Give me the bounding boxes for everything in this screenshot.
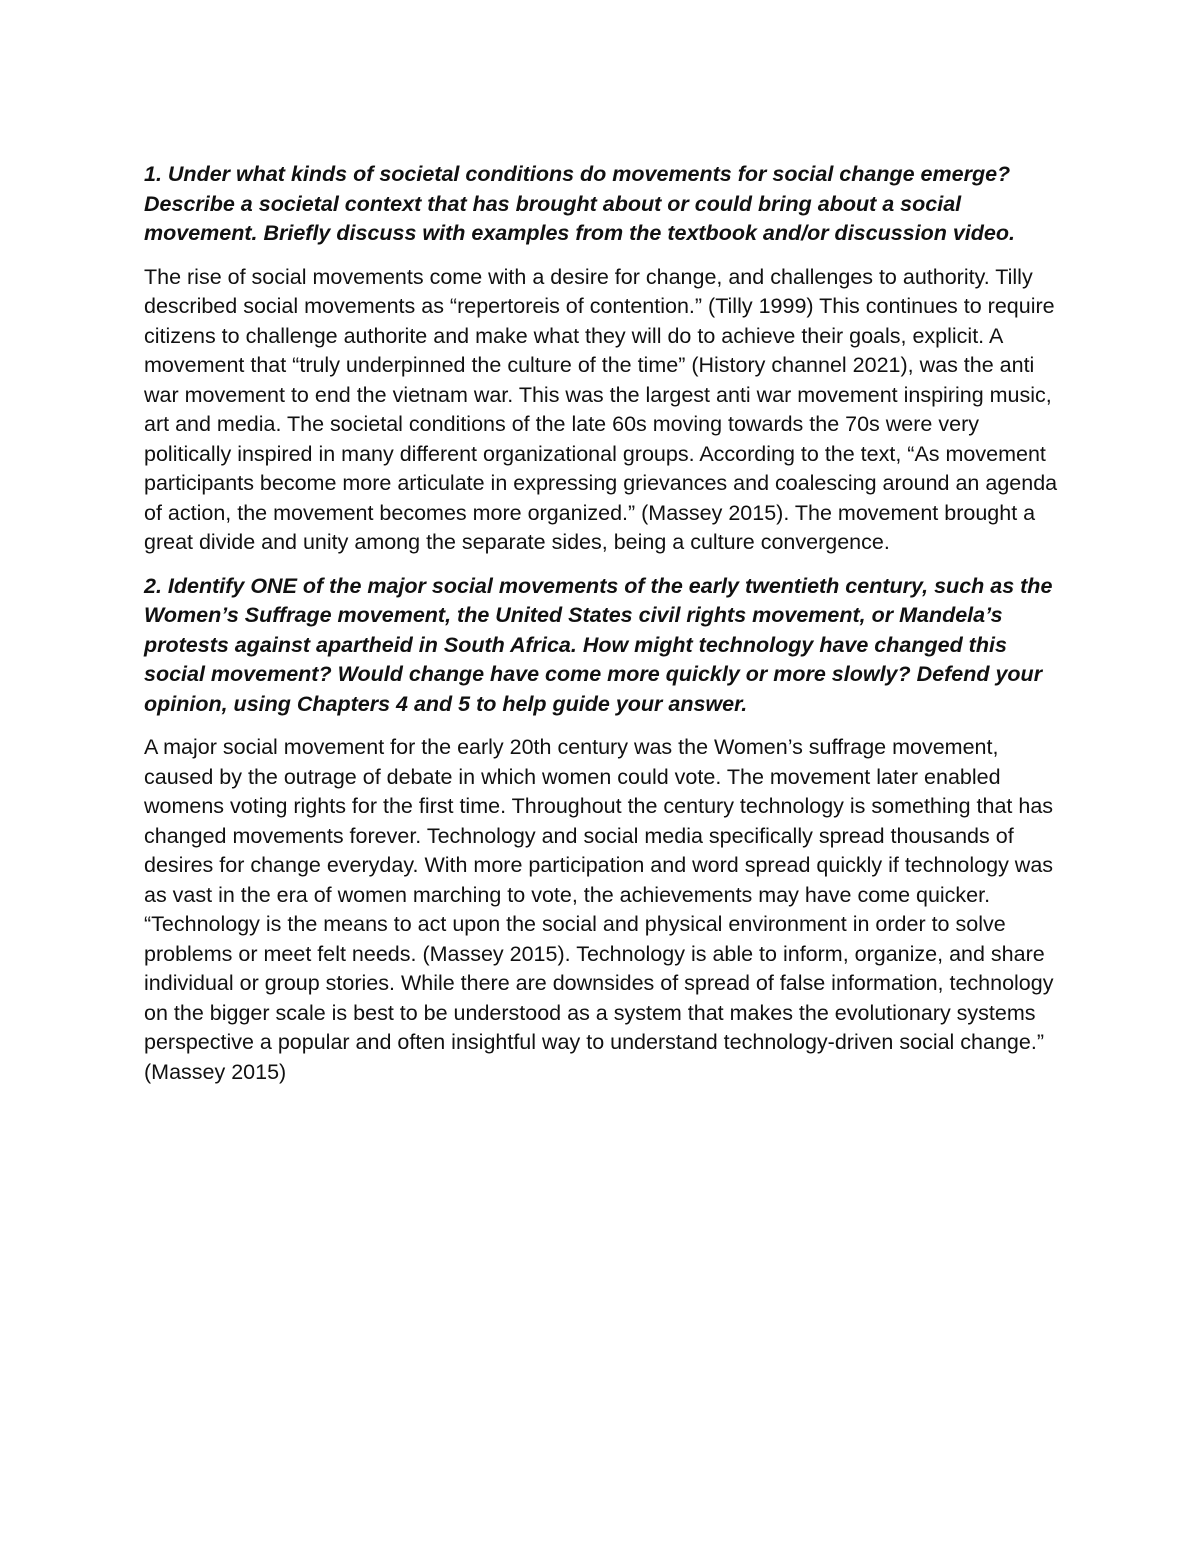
question-2: 2. Identify ONE of the major social movements of the early twentieth century, such as the Women’s Suffrage movement, the United States civil rights movement, or Mandela’s protests against apartheid in South Africa. How might technology have changed this social movement? Would change have come more quickly or more slowly? Defend your opinion, using Chapters 4 and 5 to help guide your answer. (144, 573, 1053, 716)
document-body (144, 160, 1064, 1101)
question-1: 1. Under what kinds of societal conditions do movements for social change emerge? Describe a societal context that has brought about or could bring about a social movement. Briefly discuss with examples from the textbook and/or discussion video. (144, 162, 1015, 245)
answer-2: A major social movement for the early 20th century was the Women’s suffrage movement, caused by the outrage of debate in which women could vote. The movement later enabled womens voting rights for the first time. Throughout the century technology is something that has changed movements forever. Technology and social media specifically spread thousands of desires for change everyday. With more participation and word spread quickly if technology was as vast in the era of women marching to vote, the achievements may have come quicker. “Technology is the means to act upon the social and physical environment in order to solve problems or meet felt needs. (Massey 2015). Technology is able to inform, organize, and share individual or group stories. While there are downsides of spread of false information, technology on the bigger scale is best to be understood as a system that makes the evolutionary systems perspective a popular and often insightful way to understand technology-driven social change.” (Massey 2015) (144, 735, 1054, 1084)
answer-1: The rise of social movements come with a desire for change, and challenges to authority. Tilly described social movements as “repertoreis of contention.” (Tilly 1999) This continues to require citizens to challenge authorite and make what they will do to achieve their goals, explicit. A movement that “truly underpinned the culture of the time” (History channel 2021), was the anti war movement to end the vietnam war. This was the largest anti war movement inspiring music, art and media. The societal conditions of the late 60s moving towards the 70s were very politically inspired in many different organizational groups. According to the text, “As movement participants become more articulate in expressing grievances and coalescing around an agenda of action, the movement becomes more organized.” (Massey 2015). The movement brought a great divide and unity among the separate sides, being a culture convergence. (144, 264, 1058, 554)
